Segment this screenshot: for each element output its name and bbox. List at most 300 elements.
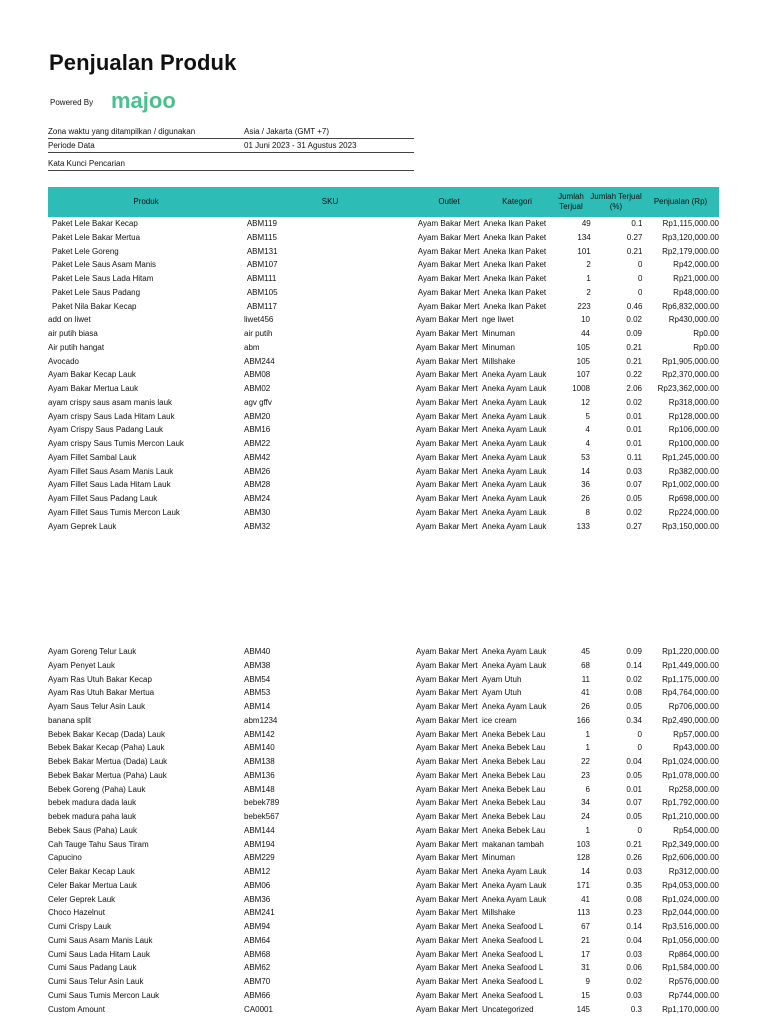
cell-jumlah-terjual: 5 (585, 411, 590, 421)
cell-penjualan: Rp1,002,000.00 (662, 480, 719, 490)
cell-produk: Paket Lele Bakar Kecap (52, 219, 138, 228)
cell-jumlah-terjual-pct: 0.46 (626, 301, 643, 311)
cell-penjualan: Rp1,078,000.00 (662, 770, 719, 780)
cell-jumlah-terjual-pct: 0.11 (627, 452, 642, 462)
meta-label: Zona waktu yang ditampilkan / digunakan (48, 127, 196, 136)
cell-jumlah-terjual: 17 (581, 949, 590, 959)
cell-kategori: Aneka Ayam Lauk (482, 880, 547, 890)
col-header-sku: SKU (321, 197, 339, 206)
table-row (48, 492, 719, 506)
cell-sku: ABM32 (244, 521, 271, 531)
cell-produk: Ayam Saus Telur Asin Lauk (48, 702, 146, 711)
cell-jumlah-terjual: 113 (577, 908, 590, 918)
cell-produk: Cumi Crispy Lauk (48, 922, 112, 931)
table-row (48, 341, 719, 355)
cell-jumlah-terjual-pct: 0.21 (626, 342, 642, 352)
cell-jumlah-terjual: 14 (581, 466, 590, 476)
table-row (48, 673, 719, 687)
cell-produk: Ayam Ras Utuh Bakar Mertua (48, 688, 155, 698)
cell-kategori: Millshake (482, 908, 516, 918)
table-row (48, 1003, 719, 1017)
cell-produk: air putih biasa (48, 329, 98, 338)
cell-jumlah-terjual: 101 (577, 246, 591, 256)
cell-penjualan: Rp42,000.00 (673, 260, 719, 270)
meta-row-keyword (48, 157, 414, 171)
cell-kategori: Aneka Bebek Lau (482, 757, 546, 766)
cell-penjualan: Rp1,056,000.00 (662, 935, 719, 945)
table-row (48, 686, 719, 700)
cell-jumlah-terjual-pct: 0.21 (626, 839, 642, 849)
cell-sku: ABM02 (244, 384, 271, 393)
col-header-penjualan: Penjualan (Rp) (653, 197, 708, 206)
cell-jumlah-terjual: 23 (581, 770, 590, 780)
cell-outlet: Ayam Bakar Mert (416, 798, 478, 808)
cell-jumlah-terjual-pct: 0.08 (626, 688, 642, 698)
cell-produk: ayam crispy saus asam manis lauk (48, 397, 173, 407)
cell-kategori: nge liwet (482, 315, 514, 325)
cell-kategori: Aneka Ayam Lauk (482, 494, 547, 503)
cell-jumlah-terjual: 1 (585, 825, 590, 835)
cell-kategori: Aneka Ikan Paket (483, 219, 547, 228)
cell-jumlah-terjual: 2 (586, 260, 591, 270)
cell-outlet: Ayam Bakar Mert (416, 867, 478, 876)
cell-produk: Cumi Saus Tumis Mercon Lauk (48, 990, 160, 1000)
cell-produk: Paket Lele Bakar Mertua (52, 232, 141, 242)
cell-kategori: Aneka Ayam Lauk (482, 647, 547, 656)
cell-jumlah-terjual: 34 (581, 798, 590, 808)
cell-jumlah-terjual-pct: 0.02 (626, 507, 642, 517)
cell-penjualan: Rp1,170,000.00 (662, 1004, 719, 1014)
table-row (48, 645, 719, 659)
cell-produk: Bebek Bakar Kecap (Paha) Lauk (48, 743, 165, 753)
cell-produk: Custom Amount (48, 1004, 105, 1014)
cell-jumlah-terjual: 8 (585, 507, 590, 517)
cell-penjualan: Rp100,000.00 (668, 439, 719, 448)
table-row (48, 245, 719, 259)
cell-penjualan: Rp2,370,000.00 (662, 370, 719, 380)
cell-penjualan: Rp1,175,000.00 (662, 674, 719, 684)
cell-jumlah-terjual: 134 (577, 232, 591, 242)
cell-kategori: Millshake (482, 356, 516, 366)
cell-outlet: Ayam Bakar Mert (416, 452, 478, 462)
cell-jumlah-terjual: 105 (576, 356, 590, 366)
cell-sku: ABM42 (244, 452, 271, 462)
table-row (48, 410, 719, 424)
table-row (48, 865, 719, 879)
cell-kategori: Aneka Ikan Paket (483, 260, 547, 270)
cell-jumlah-terjual: 1008 (572, 384, 590, 393)
cell-produk: Ayam Bakar Kecap Lauk (48, 370, 136, 380)
table-row (48, 920, 719, 934)
cell-jumlah-terjual-pct: 0.08 (626, 894, 642, 904)
cell-produk: Cumi Saus Asam Manis Lauk (48, 935, 153, 945)
table-row (48, 327, 719, 341)
cell-jumlah-terjual: 1 (585, 729, 590, 739)
cell-outlet: Ayam Bakar Mert (417, 219, 480, 228)
cell-kategori: Aneka Ikan Paket (483, 301, 547, 311)
cell-produk: Celer Geprek Lauk (48, 894, 116, 904)
cell-outlet: Ayam Bakar Mert (416, 397, 478, 407)
cell-jumlah-terjual: 133 (576, 521, 590, 531)
cell-sku: ABM117 (246, 301, 277, 311)
cell-sku: ABM68 (244, 949, 271, 959)
cell-outlet: Ayam Bakar Mert (416, 729, 478, 739)
cell-penjualan: Rp6,832,000.00 (662, 301, 719, 311)
cell-penjualan: Rp54,000.00 (673, 825, 719, 835)
cell-jumlah-terjual-pct: 0.04 (626, 757, 642, 766)
cell-jumlah-terjual: 67 (581, 922, 590, 931)
table-row (48, 520, 719, 534)
cell-kategori: ice cream (482, 715, 517, 725)
cell-jumlah-terjual-pct: 0.05 (626, 702, 642, 711)
cell-outlet: Ayam Bakar Mert (416, 977, 478, 986)
cell-produk: bebek madura paha lauk (48, 812, 137, 821)
cell-sku: ABM28 (244, 480, 271, 490)
cell-kategori: Aneka Ayam Lauk (482, 702, 547, 711)
cell-penjualan: Rp106,000.00 (668, 425, 719, 435)
cell-kategori: makanan tambah (482, 839, 544, 849)
cell-penjualan: Rp706,000.00 (668, 702, 719, 711)
cell-outlet: Ayam Bakar Mert (416, 315, 478, 325)
table-row (48, 368, 719, 382)
cell-jumlah-terjual-pct: 0.1 (631, 219, 643, 228)
cell-jumlah-terjual-pct: 0.02 (626, 674, 642, 684)
cell-sku: ABM38 (244, 660, 271, 670)
table-row (48, 838, 719, 852)
cell-produk: banana split (48, 715, 92, 725)
cell-outlet: Ayam Bakar Mert (416, 1004, 478, 1014)
cell-jumlah-terjual-pct: 0.01 (626, 784, 642, 794)
cell-kategori: Aneka Ikan Paket (483, 232, 547, 242)
table-row (48, 769, 719, 783)
cell-jumlah-terjual-pct: 0.01 (626, 425, 642, 435)
cell-jumlah-terjual: 223 (577, 301, 591, 311)
table-row (48, 217, 719, 231)
cell-jumlah-terjual-pct: 0.05 (626, 812, 642, 821)
meta-value (244, 157, 414, 170)
cell-sku: CA0001 (244, 1004, 273, 1014)
cell-jumlah-terjual-pct: 0.03 (626, 867, 642, 876)
cell-produk: Cumi Saus Telur Asin Lauk (48, 977, 144, 986)
cell-jumlah-terjual-pct: 0.26 (626, 853, 642, 863)
cell-penjualan: Rp0.00 (693, 329, 719, 338)
cell-kategori: Aneka Ayam Lauk (482, 894, 547, 904)
cell-kategori: Aneka Ayam Lauk (482, 480, 547, 490)
cell-sku: ABM142 (244, 729, 275, 739)
cell-sku: ABM22 (244, 439, 271, 448)
cell-sku: ABM229 (244, 853, 275, 863)
cell-jumlah-terjual-pct: 0.27 (626, 232, 643, 242)
cell-sku: ABM26 (244, 466, 271, 476)
cell-penjualan: Rp1,115,000.00 (662, 219, 719, 228)
cell-sku: ABM64 (244, 935, 271, 945)
table-row (48, 989, 719, 1003)
cell-sku: ABM105 (246, 287, 278, 297)
cell-sku: ABM30 (244, 507, 271, 517)
cell-produk: Bebek Bakar Kecap (Dada) Lauk (48, 729, 165, 739)
cell-kategori: Aneka Bebek Lau (482, 743, 546, 753)
cell-produk: Ayam Fillet Saus Padang Lauk (48, 494, 158, 503)
table-row (48, 313, 719, 327)
cell-produk: Paket Nila Bakar Kecap (52, 301, 137, 311)
cell-jumlah-terjual: 22 (581, 757, 590, 766)
table-row (48, 437, 719, 451)
cell-sku: ABM148 (244, 784, 275, 794)
cell-sku: ABM138 (244, 757, 275, 766)
meta-info (48, 125, 414, 171)
table-row (48, 796, 719, 810)
cell-kategori: Aneka Ayam Lauk (482, 507, 547, 517)
cell-kategori: Aneka Seafood L (482, 990, 544, 1000)
cell-jumlah-terjual: 1 (585, 743, 590, 753)
cell-produk: Ayam Geprek Lauk (48, 521, 117, 531)
cell-jumlah-terjual-pct: 0.3 (630, 1004, 642, 1014)
cell-penjualan: Rp224,000.00 (668, 507, 719, 517)
cell-outlet: Ayam Bakar Mert (416, 466, 478, 476)
meta-value: Asia / Jakarta (GMT +7) (244, 127, 329, 136)
cell-jumlah-terjual: 10 (581, 315, 590, 325)
table-row (48, 824, 719, 838)
cell-jumlah-terjual-pct: 0.34 (626, 715, 642, 725)
cell-jumlah-terjual-pct: 0.35 (626, 880, 642, 890)
cell-jumlah-terjual-pct: 0.21 (626, 356, 642, 366)
cell-outlet: Ayam Bakar Mert (416, 784, 478, 794)
cell-jumlah-terjual: 166 (576, 715, 590, 725)
table-row (48, 948, 719, 962)
table-body-bottom (48, 645, 719, 1016)
cell-sku: ABM54 (244, 674, 271, 684)
cell-sku: ABM08 (244, 370, 271, 380)
cell-penjualan: Rp48,000.00 (673, 287, 719, 297)
cell-jumlah-terjual: 26 (581, 494, 590, 503)
cell-penjualan: Rp3,120,000.00 (662, 232, 719, 242)
cell-produk: Celer Bakar Kecap Lauk (48, 867, 135, 876)
cell-kategori: Aneka Ayam Lauk (482, 439, 547, 448)
cell-jumlah-terjual: 1 (586, 274, 591, 283)
cell-outlet: Ayam Bakar Mert (417, 274, 480, 283)
cell-penjualan: Rp2,179,000.00 (662, 246, 719, 256)
cell-produk: Air putih hangat (48, 342, 105, 352)
cell-jumlah-terjual-pct: 0.07 (626, 480, 642, 490)
cell-penjualan: Rp312,000.00 (668, 867, 719, 876)
table-body-top (48, 217, 719, 533)
table-row (48, 934, 719, 948)
cell-outlet: Ayam Bakar Mert (416, 812, 478, 821)
cell-sku: ABM131 (246, 246, 278, 256)
cell-penjualan: Rp21,000.00 (673, 274, 719, 283)
cell-jumlah-terjual: 14 (581, 867, 590, 876)
cell-kategori: Aneka Bebek Lau (482, 825, 546, 835)
cell-kategori: Aneka Ayam Lauk (482, 384, 547, 393)
cell-outlet: Ayam Bakar Mert (416, 757, 478, 766)
table-row (48, 231, 719, 245)
cell-jumlah-terjual: 145 (576, 1004, 590, 1014)
cell-outlet: Ayam Bakar Mert (416, 521, 478, 531)
cell-sku: ABM140 (244, 743, 275, 753)
cell-sku: ABM111 (246, 274, 277, 283)
cell-sku: ABM144 (244, 825, 275, 835)
cell-jumlah-terjual-pct: 0 (638, 287, 643, 297)
cell-jumlah-terjual-pct: 2.06 (626, 384, 642, 393)
cell-produk: Celer Bakar Mertua Lauk (48, 880, 137, 890)
cell-kategori: Aneka Ayam Lauk (482, 521, 547, 531)
cell-penjualan: Rp57,000.00 (673, 729, 719, 739)
table-row (48, 755, 719, 769)
meta-row-period (48, 139, 414, 153)
cell-penjualan: Rp744,000.00 (668, 990, 719, 1000)
cell-outlet: Ayam Bakar Mert (416, 880, 478, 890)
cell-produk: Avocado (48, 356, 79, 366)
cell-jumlah-terjual: 49 (581, 219, 591, 228)
cell-sku: ABM40 (244, 647, 271, 656)
table-row (48, 851, 719, 865)
cell-outlet: Ayam Bakar Mert (416, 935, 478, 945)
cell-produk: Ayam Fillet Saus Tumis Mercon Lauk (48, 507, 180, 517)
cell-produk: Cumi Saus Padang Lauk (48, 963, 137, 973)
cell-kategori: Aneka Ayam Lauk (482, 452, 547, 462)
cell-outlet: Ayam Bakar Mert (416, 342, 478, 352)
cell-outlet: Ayam Bakar Mert (416, 439, 478, 448)
cell-sku: ABM194 (244, 839, 275, 849)
cell-sku: ABM14 (244, 702, 271, 711)
cell-jumlah-terjual-pct: 0.01 (626, 439, 642, 448)
cell-kategori: Aneka Ikan Paket (483, 287, 547, 297)
cell-jumlah-terjual: 2 (586, 287, 591, 297)
cell-sku: air putih (244, 329, 273, 338)
cell-outlet: Ayam Bakar Mert (416, 660, 478, 670)
cell-sku: ABM244 (244, 356, 275, 366)
cell-kategori: Uncategorized (482, 1004, 534, 1014)
cell-penjualan: Rp382,000.00 (668, 466, 719, 476)
cell-jumlah-terjual-pct: 0.21 (626, 246, 643, 256)
cell-jumlah-terjual-pct: 0.09 (626, 647, 642, 656)
cell-jumlah-terjual-pct: 0.22 (626, 370, 642, 380)
cell-jumlah-terjual: 105 (576, 342, 590, 352)
cell-penjualan: Rp2,606,000.00 (662, 853, 719, 863)
page-title: Penjualan Produk (49, 50, 237, 75)
table-row (48, 258, 719, 272)
table-row (48, 506, 719, 520)
cell-outlet: Ayam Bakar Mert (416, 715, 478, 725)
cell-sku: ABM119 (246, 219, 277, 228)
cell-kategori: Aneka Ayam Lauk (482, 466, 547, 476)
cell-penjualan: Rp576,000.00 (668, 977, 719, 986)
cell-produk: Ayam crispy Saus Tumis Mercon Lauk (48, 439, 184, 448)
cell-jumlah-terjual: 26 (581, 702, 590, 711)
cell-penjualan: Rp1,210,000.00 (662, 812, 719, 821)
cell-jumlah-terjual: 36 (581, 480, 590, 490)
cell-outlet: Ayam Bakar Mert (416, 908, 478, 918)
cell-kategori: Aneka Ayam Lauk (482, 397, 547, 407)
cell-produk: Bebek Goreng (Paha) Lauk (48, 784, 146, 794)
cell-jumlah-terjual: 4 (585, 439, 590, 448)
cell-outlet: Ayam Bakar Mert (416, 825, 478, 835)
cell-produk: Bebek Bakar Mertua (Dada) Lauk (48, 757, 168, 766)
cell-sku: bebek789 (244, 798, 280, 808)
cell-jumlah-terjual: 68 (581, 660, 590, 670)
cell-produk: add on liwet (48, 315, 91, 325)
cell-sku: agv gffv (244, 397, 272, 407)
cell-penjualan: Rp1,449,000.00 (662, 660, 719, 670)
cell-jumlah-terjual-pct: 0.03 (626, 949, 642, 959)
cell-penjualan: Rp1,905,000.00 (662, 356, 719, 366)
cell-jumlah-terjual-pct: 0 (637, 743, 642, 753)
cell-outlet: Ayam Bakar Mert (416, 425, 478, 435)
cell-outlet: Ayam Bakar Mert (416, 743, 478, 753)
cell-sku: ABM53 (244, 688, 271, 698)
cell-outlet: Ayam Bakar Mert (416, 647, 478, 656)
cell-sku: abm (244, 342, 260, 352)
cell-sku: ABM94 (244, 922, 271, 931)
table-row (48, 975, 719, 989)
cell-penjualan: Rp4,053,000.00 (662, 880, 719, 890)
cell-kategori: Ayam Utuh (482, 688, 522, 698)
cell-kategori: Aneka Ikan Paket (483, 246, 547, 256)
cell-penjualan: Rp1,024,000.00 (662, 757, 719, 766)
cell-jumlah-terjual: 41 (581, 688, 590, 698)
cell-jumlah-terjual: 171 (576, 880, 590, 890)
col-header-jumlah-terjual: Jumlah Terjual (558, 192, 584, 211)
cell-jumlah-terjual-pct: 0.14 (626, 922, 642, 931)
cell-penjualan: Rp23,362,000.00 (657, 384, 719, 393)
cell-jumlah-terjual: 9 (585, 977, 590, 986)
cell-jumlah-terjual: 6 (585, 784, 590, 794)
cell-outlet: Ayam Bakar Mert (416, 922, 478, 931)
table-row (48, 714, 719, 728)
cell-outlet: Ayam Bakar Mert (416, 356, 478, 366)
cell-penjualan: Rp4,764,000.00 (662, 688, 719, 698)
table-row (48, 382, 719, 396)
cell-jumlah-terjual-pct: 0.23 (626, 908, 642, 918)
cell-produk: Bebek Bakar Mertua (Paha) Lauk (48, 770, 167, 780)
cell-produk: Ayam Bakar Mertua Lauk (48, 384, 139, 393)
table-row (48, 659, 719, 673)
table-row (48, 355, 719, 369)
table-row (48, 893, 719, 907)
table-row (48, 465, 719, 479)
cell-outlet: Ayam Bakar Mert (416, 770, 478, 780)
cell-jumlah-terjual: 107 (576, 370, 590, 380)
cell-sku: liwet456 (244, 315, 274, 325)
cell-jumlah-terjual-pct: 0.09 (626, 329, 642, 338)
cell-outlet: Ayam Bakar Mert (416, 494, 478, 503)
cell-penjualan: Rp698,000.00 (668, 494, 719, 503)
cell-sku: ABM62 (244, 963, 271, 973)
cell-kategori: Aneka Seafood L (482, 949, 544, 959)
cell-penjualan: Rp864,000.00 (668, 949, 719, 959)
cell-produk: Bebek Saus (Paha) Lauk (48, 825, 137, 835)
table-row (48, 300, 719, 314)
cell-sku: abm1234 (244, 715, 278, 725)
cell-penjualan: Rp2,044,000.00 (662, 908, 719, 918)
cell-jumlah-terjual-pct: 0.02 (626, 315, 642, 325)
cell-produk: Capucino (48, 853, 82, 863)
cell-kategori: Aneka Seafood L (482, 922, 544, 931)
cell-sku: ABM66 (244, 990, 271, 1000)
cell-jumlah-terjual: 21 (581, 935, 590, 945)
cell-produk: Cah Tauge Tahu Saus Tiram (48, 839, 149, 849)
cell-outlet: Ayam Bakar Mert (417, 260, 480, 270)
col-header-outlet: Outlet (438, 197, 460, 206)
cell-penjualan: Rp318,000.00 (668, 397, 719, 407)
majoo-logo-text: majoo (111, 89, 176, 113)
cell-sku: ABM06 (244, 880, 271, 890)
cell-kategori: Aneka Ayam Lauk (482, 425, 547, 435)
cell-produk: bebek madura dada lauk (48, 798, 137, 808)
cell-jumlah-terjual-pct: 0.05 (626, 494, 642, 503)
cell-kategori: Aneka Bebek Lau (482, 770, 546, 780)
cell-penjualan: Rp1,792,000.00 (662, 798, 719, 808)
